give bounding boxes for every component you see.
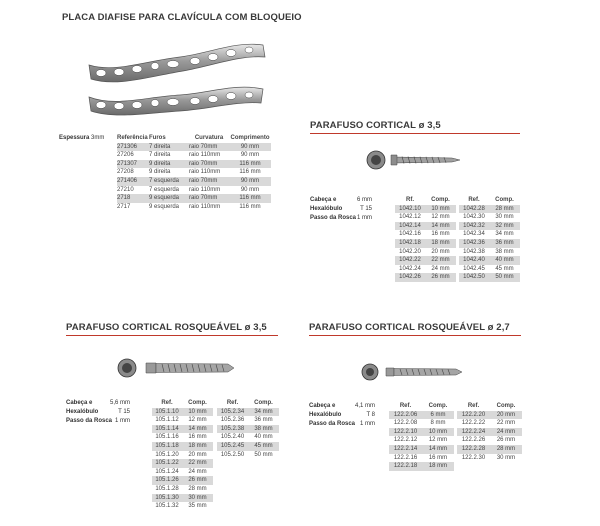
- spec-row: [66, 408, 130, 417]
- table-cell: 122.2.12: [393, 437, 418, 444]
- table-row: [152, 459, 213, 468]
- thickness-value: 3mm: [91, 135, 105, 141]
- spec-value: T 8: [366, 412, 375, 418]
- table-row: [217, 433, 279, 442]
- table-cell: 1042.34: [463, 231, 485, 238]
- table-cell: 1042.36: [459, 239, 489, 248]
- rosq27-specs: [309, 402, 375, 429]
- spec-value: T 15: [118, 409, 130, 415]
- table-row: [459, 213, 520, 222]
- table-cell: 122.2.16: [393, 454, 418, 461]
- table-cell: 1042.30: [463, 214, 485, 221]
- table-cell: 1042.22: [395, 256, 425, 265]
- table-cell: 122.2.06: [389, 411, 422, 420]
- table-cell: 105.1.28: [155, 485, 179, 492]
- table-cell: 50 mm: [489, 273, 520, 282]
- table-cell: 105.2.36: [220, 417, 245, 424]
- table-row: [217, 442, 279, 451]
- col-length: Comp.: [188, 400, 207, 406]
- table-cell: 40 mm: [489, 256, 520, 265]
- spec-label: Passo da Rosca: [66, 418, 113, 424]
- plate-table: [117, 134, 271, 211]
- table-cell: 105.1.30: [152, 494, 182, 503]
- table-row: [395, 205, 456, 214]
- table-cell: 18 mm: [425, 239, 456, 248]
- col-length: Comp.: [495, 197, 514, 203]
- table-cell: 271306: [117, 143, 149, 152]
- col-ref: Ref.: [226, 400, 239, 406]
- table-cell: 90 mm: [240, 152, 260, 159]
- table-cell: 22 mm: [182, 459, 213, 468]
- table-row: [389, 462, 454, 471]
- table-cell: 105.1.16: [155, 434, 179, 441]
- table-cell: 36 mm: [489, 239, 520, 248]
- table-cell: 1042.32: [459, 222, 489, 231]
- spec-row: [66, 399, 130, 408]
- table-cell: 27210: [117, 186, 134, 193]
- spec-label: Passo da Rosca: [309, 421, 356, 427]
- table-row: [459, 239, 520, 248]
- table-cell: raio 70mm: [189, 160, 229, 169]
- table-row: [152, 433, 213, 442]
- table-cell: 18 mm: [182, 442, 213, 451]
- table-cell: 50 mm: [254, 451, 273, 458]
- spec-row: [309, 411, 375, 420]
- table-cell: 1042.28: [459, 205, 489, 214]
- table-row: [152, 451, 213, 460]
- table-row: [459, 265, 520, 274]
- table-cell: 105.1.18: [152, 442, 182, 451]
- table-cell: 14 mm: [182, 425, 213, 434]
- table-cell: 30 mm: [182, 494, 213, 503]
- table-cell: 14 mm: [422, 445, 454, 454]
- table-row: [389, 419, 454, 428]
- table-cell: 12 mm: [188, 417, 207, 424]
- table-cell: 40 mm: [254, 434, 273, 441]
- col-length: Comprimento: [230, 135, 270, 141]
- table-cell: 116 mm: [229, 194, 271, 203]
- table-cell: 28 mm: [490, 445, 522, 454]
- spec-row: [310, 214, 372, 223]
- rosq27-title: PARAFUSO CORTICAL ROSQUEÁVEL ø 2,7: [309, 322, 510, 333]
- table-cell: 28 mm: [489, 205, 520, 214]
- table-row: [117, 203, 271, 212]
- table-row: [459, 256, 520, 265]
- spec-value: 5,6 mm: [109, 400, 130, 406]
- table-cell: 27208: [117, 169, 134, 176]
- col-ref: Ref.: [467, 403, 480, 409]
- table-cell: 16 mm: [188, 434, 207, 441]
- table-cell: 1042.18: [395, 239, 425, 248]
- table-row: [395, 248, 456, 257]
- table-row: [217, 451, 279, 460]
- table-cell: 105.2.34: [217, 408, 248, 417]
- rosq35-table-right: [217, 399, 279, 459]
- table-cell: 105.2.40: [220, 434, 245, 441]
- table-cell: 1042.45: [463, 265, 485, 272]
- table-row: [459, 205, 520, 214]
- table-cell: 12 mm: [428, 437, 448, 444]
- col-length: Comp.: [254, 400, 273, 406]
- table-cell: 34 mm: [248, 408, 279, 417]
- table-cell: 34 mm: [495, 231, 514, 238]
- table-cell: 36 mm: [254, 417, 273, 424]
- table-cell: 105.1.24: [155, 468, 179, 475]
- table-cell: 10 mm: [425, 205, 456, 214]
- table-cell: 7 esquerda: [149, 186, 180, 193]
- table-row: [395, 213, 456, 222]
- table-cell: 24 mm: [490, 428, 522, 437]
- table-cell: 9 esquerda: [149, 203, 180, 210]
- table-row: [117, 143, 271, 152]
- spec-label: Cabeça e: [309, 403, 336, 409]
- table-row: [459, 222, 520, 231]
- table-cell: 122.2.28: [457, 445, 490, 454]
- table-cell: 30 mm: [495, 214, 514, 221]
- rosq27-rule: [309, 335, 521, 336]
- table-cell: 20 mm: [490, 411, 522, 420]
- table-row: [389, 411, 454, 420]
- table-cell: 105.1.10: [152, 408, 182, 417]
- spec-value: 1 mm: [115, 418, 130, 424]
- table-cell: raio 110mm: [189, 169, 221, 176]
- table-cell: 105.1.26: [152, 476, 182, 485]
- table-cell: 116 mm: [229, 160, 271, 169]
- table-cell: 45 mm: [248, 442, 279, 451]
- table-cell: 38 mm: [495, 248, 514, 255]
- spec-row: [66, 417, 130, 426]
- table-cell: 105.1.14: [152, 425, 182, 434]
- spec-value: 6 mm: [357, 197, 372, 203]
- table-cell: 20 mm: [188, 451, 207, 458]
- table-cell: 26 mm: [425, 273, 456, 282]
- table-row: [152, 502, 213, 511]
- table-cell: 271406: [117, 177, 149, 186]
- table-cell: 26 mm: [496, 437, 516, 444]
- table-cell: 90 mm: [240, 186, 260, 193]
- plate-thickness: [59, 134, 104, 143]
- table-cell: 16 mm: [431, 231, 450, 238]
- rosq35-table-left: [152, 399, 213, 511]
- cortical35-title: PARAFUSO CORTICAL ø 3,5: [310, 120, 441, 131]
- table-row: [389, 445, 454, 454]
- rosq35-rule: [66, 335, 278, 336]
- spec-label: Hexalóbulo: [66, 409, 99, 415]
- table-cell: 1042.38: [463, 248, 485, 255]
- rosq35-screw-image: [116, 357, 236, 379]
- table-cell: raio 110mm: [189, 152, 221, 159]
- table-cell: 1042.14: [395, 222, 425, 231]
- rosq27-screw-image: [360, 362, 464, 382]
- table-row: [152, 425, 213, 434]
- table-cell: raio 70mm: [189, 194, 229, 203]
- table-row: [217, 416, 279, 425]
- table-row: [389, 428, 454, 437]
- table-row: [459, 230, 520, 239]
- table-cell: 116 mm: [239, 169, 261, 176]
- table-row: [457, 445, 522, 454]
- table-row: [395, 222, 456, 231]
- table-cell: 90 mm: [229, 177, 271, 186]
- table-cell: 1042.24: [399, 265, 421, 272]
- table-row: [395, 265, 456, 274]
- table-cell: 90 mm: [229, 143, 271, 152]
- table-row: [152, 476, 213, 485]
- cortical35-rule: [310, 133, 520, 134]
- col-holes: Furos: [149, 135, 166, 141]
- table-row: [152, 494, 213, 503]
- table-row: [152, 442, 213, 451]
- table-row: [152, 408, 213, 417]
- table-cell: 14 mm: [425, 222, 456, 231]
- table-cell: 105.2.38: [217, 425, 248, 434]
- col-length: Comp.: [496, 403, 516, 409]
- table-row: [152, 468, 213, 477]
- table-cell: 105.1.32: [155, 503, 179, 510]
- table-cell: 38 mm: [248, 425, 279, 434]
- table-cell: 105.1.12: [155, 417, 179, 424]
- table-cell: 271307: [117, 160, 149, 169]
- table-row: [117, 160, 271, 169]
- table-row: [389, 454, 454, 463]
- col-ref: Referência: [117, 135, 148, 141]
- table-row: [457, 411, 522, 420]
- cortical35-specs: [310, 196, 372, 223]
- table-cell: 24 mm: [188, 468, 207, 475]
- table-cell: 105.2.50: [220, 451, 245, 458]
- table-cell: 122.2.14: [389, 445, 422, 454]
- table-cell: 1042.26: [395, 273, 425, 282]
- table-row: [117, 177, 271, 186]
- table-cell: 2717: [117, 203, 131, 210]
- table-cell: 18 mm: [422, 462, 454, 471]
- table-cell: 122.2.26: [461, 437, 486, 444]
- table-cell: 1042.20: [399, 248, 421, 255]
- table-cell: 105.1.20: [155, 451, 179, 458]
- table-cell: 9 esquerda: [149, 194, 189, 203]
- spec-label: Hexalóbulo: [310, 206, 343, 212]
- table-cell: 105.1.22: [152, 459, 182, 468]
- col-ref: Ref.: [399, 403, 412, 409]
- table-cell: 7 direita: [149, 143, 189, 152]
- table-cell: 122.2.22: [461, 420, 486, 427]
- rosq27-table-right: [457, 402, 522, 462]
- table-cell: 105.2.45: [217, 442, 248, 451]
- table-cell: 116 mm: [239, 203, 261, 210]
- table-row: [459, 273, 520, 282]
- table-row: [152, 416, 213, 425]
- table-row: [395, 230, 456, 239]
- cortical35-table-left: [395, 196, 456, 282]
- plate-title: PLACA DIAFISE PARA CLAVÍCULA COM BLOQUEIO: [62, 12, 302, 23]
- table-cell: 22 mm: [425, 256, 456, 265]
- table-row: [217, 408, 279, 417]
- rosq35-title: PARAFUSO CORTICAL ROSQUEÁVEL ø 3,5: [66, 322, 267, 333]
- table-cell: raio 70mm: [189, 143, 229, 152]
- col-length: Comp.: [428, 403, 448, 409]
- table-row: [117, 186, 271, 195]
- table-cell: 122.2.08: [393, 420, 418, 427]
- table-cell: 9 direita: [149, 169, 171, 176]
- table-row: [217, 425, 279, 434]
- table-cell: 122.2.30: [461, 454, 486, 461]
- table-row: [395, 256, 456, 265]
- table-cell: raio 110mm: [189, 203, 221, 210]
- table-row: [152, 485, 213, 494]
- thickness-label: Espessura: [59, 135, 90, 141]
- table-row: [459, 248, 520, 257]
- spec-row: [310, 205, 372, 214]
- col-ref: Rf.: [406, 197, 414, 203]
- table-cell: 122.2.20: [457, 411, 490, 420]
- table-cell: 1042.50: [459, 273, 489, 282]
- table-cell: 30 mm: [496, 454, 516, 461]
- spec-label: Hexalóbulo: [309, 412, 342, 418]
- table-row: [457, 436, 522, 445]
- spec-label: Passo da Rosca: [310, 215, 357, 221]
- table-cell: 22 mm: [496, 420, 516, 427]
- col-ref: Ref.: [161, 400, 173, 406]
- table-cell: 9 direita: [149, 160, 189, 169]
- table-cell: raio 110mm: [189, 186, 221, 193]
- col-curvature: Curvatura: [194, 135, 224, 141]
- table-row: [117, 194, 271, 203]
- cortical35-table-right: [459, 196, 520, 282]
- spec-label: Cabeça e: [310, 197, 337, 203]
- table-cell: 26 mm: [182, 476, 213, 485]
- table-cell: 2718: [117, 194, 149, 203]
- spec-row: [309, 420, 375, 429]
- table-cell: 45 mm: [495, 265, 514, 272]
- table-cell: 6 mm: [422, 411, 454, 420]
- table-row: [457, 454, 522, 463]
- table-cell: 24 mm: [431, 265, 450, 272]
- table-cell: 122.2.18: [389, 462, 422, 471]
- table-cell: 28 mm: [188, 485, 207, 492]
- table-cell: 122.2.24: [457, 428, 490, 437]
- cortical35-screw-image: [364, 148, 464, 172]
- rosq35-specs: [66, 399, 130, 426]
- clavicle-plate-image: [85, 35, 270, 120]
- table-row: [389, 436, 454, 445]
- table-cell: 16 mm: [428, 454, 448, 461]
- table-cell: 1042.12: [399, 214, 421, 221]
- table-row: [457, 428, 522, 437]
- table-cell: 122.2.10: [389, 428, 422, 437]
- table-cell: 7 direita: [149, 152, 171, 159]
- table-cell: 20 mm: [431, 248, 450, 255]
- table-cell: 7 esquerda: [149, 177, 189, 186]
- table-cell: 32 mm: [489, 222, 520, 231]
- table-cell: raio 70mm: [189, 177, 229, 186]
- spec-value: 1 mm: [360, 421, 375, 427]
- table-cell: 1042.40: [459, 256, 489, 265]
- table-cell: 10 mm: [182, 408, 213, 417]
- table-cell: 35 mm: [188, 503, 207, 510]
- col-ref: Ref.: [468, 197, 480, 203]
- table-cell: 1042.16: [399, 231, 421, 238]
- table-row: [395, 273, 456, 282]
- table-cell: 10 mm: [422, 428, 454, 437]
- table-cell: 8 mm: [430, 420, 446, 427]
- table-cell: 1042.10: [395, 205, 425, 214]
- rosq27-table-left: [389, 402, 454, 471]
- table-row: [117, 168, 271, 177]
- table-row: [117, 151, 271, 160]
- spec-label: Cabeça e: [66, 400, 93, 406]
- spec-value: 4,1 mm: [354, 403, 375, 409]
- spec-value: 1 mm: [357, 215, 372, 221]
- table-row: [395, 239, 456, 248]
- spec-row: [309, 402, 375, 411]
- spec-value: T 15: [360, 206, 372, 212]
- table-cell: 27206: [117, 152, 134, 159]
- table-cell: 12 mm: [431, 214, 450, 221]
- col-length: Comp.: [431, 197, 450, 203]
- table-row: [457, 419, 522, 428]
- spec-row: [310, 196, 372, 205]
